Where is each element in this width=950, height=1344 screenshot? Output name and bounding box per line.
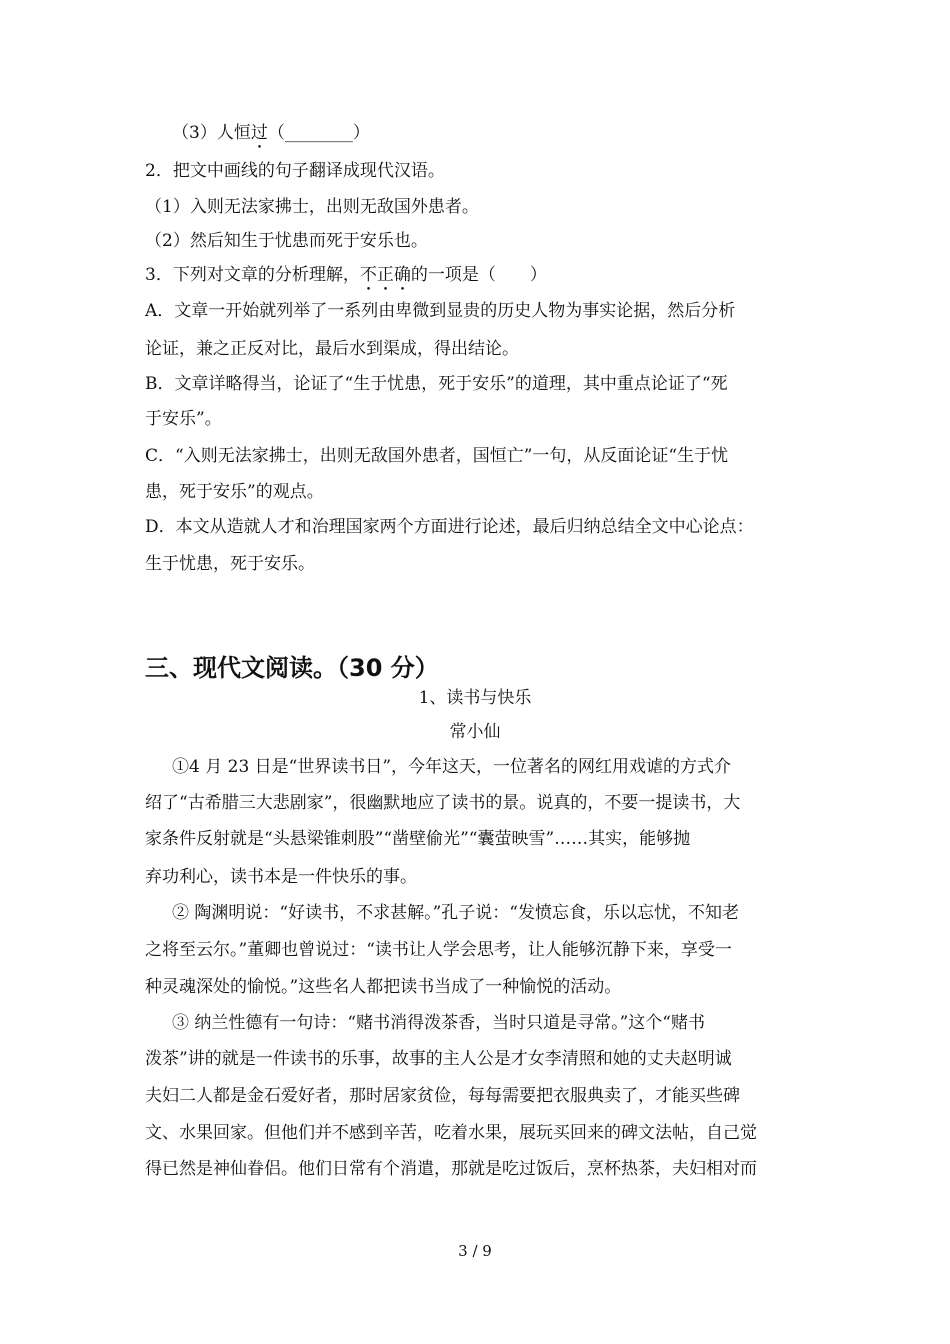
paragraph-3-line-2: 泼茶”讲的就是一件读书的乐事，故事的主人公是才女李清照和她的丈夫赵明诚 — [145, 1049, 732, 1069]
paragraph-2-line-2: 之将至云尔。”董卿也曾说过：“读书让人学会思考，让人能够沉静下来，享受一 — [145, 940, 732, 960]
page-number: 3 / 9 — [458, 1242, 492, 1260]
q3-text: 3．下列对文章的分析理解， — [145, 265, 360, 285]
option-c-line-1: C．“入则无法家拂士，出则无敌国外患者，国恒亡”一句，从反面论证“生于忧 — [145, 446, 729, 466]
q3-dotted-text: 不正确 — [359, 265, 411, 285]
option-a-line-2: 论证，兼之正反对比，最后水到渠成，得出结论。 — [145, 339, 519, 359]
paragraph-1-line-2: 绍了“古希腊三大悲剧家”，很幽默地应了读书的景。说真的，不要一提读书，大 — [145, 793, 741, 813]
section-heading: 三、现代文阅读。（30 分） — [145, 654, 439, 682]
q3-suffix: 的一项是（ ） — [410, 265, 547, 285]
option-b-line-2: 于安乐”。 — [145, 409, 222, 429]
option-d-line-2: 生于忧患，死于安乐。 — [145, 554, 315, 574]
paragraph-1-line-3: 家条件反射就是“头悬梁锥刺股”“凿壁偷光”“囊萤映雪”……其实，能够抛 — [145, 829, 691, 849]
paragraph-1-line-1: ①4 月 23 日是“世界读书日”，今年这天，一位著名的网红用戏谑的方式介 — [172, 757, 732, 777]
option-c-line-2: 患，死于安乐”的观点。 — [145, 482, 324, 502]
paragraph-3-line-1: ③ 纳兰性德有一句诗：“赌书消得泼茶香，当时只道是寻常。”这个“赌书 — [172, 1013, 705, 1033]
question-1-3 — [172, 122, 370, 153]
question-3-title — [145, 264, 547, 295]
paragraph-1-line-4: 弃功利心，读书本是一件快乐的事。 — [145, 867, 417, 887]
question-2-1: （1）入则无法家拂士，出则无敌国外患者。 — [145, 197, 479, 217]
option-b-line-1: B．文章详略得当，论证了“生于忧患，死于安乐”的道理，其中重点论证了“死 — [145, 374, 728, 394]
article-author: 常小仙 — [449, 722, 501, 742]
q1-3-dotted-char: 过 — [250, 123, 268, 143]
option-a-line-1: A．文章一开始就列举了一系列由卑微到显贵的历史人物为事实论据，然后分析 — [145, 301, 736, 321]
question-2-title: 2．把文中画线的句子翻译成现代汉语。 — [145, 161, 445, 181]
paragraph-3-line-3: 夫妇二人都是金石爱好者，那时居家贫俭，每每需要把衣服典卖了，才能买些碑 — [145, 1086, 740, 1106]
paragraph-3-line-5: 得已然是神仙眷侣。他们日常有个消遣，那就是吃过饭后，烹杯热茶，夫妇相对而 — [145, 1159, 757, 1179]
q1-3-text: （3）人恒 — [172, 123, 251, 143]
option-d-line-1: D．本文从造就人才和治理国家两个方面进行论述，最后归纳总结全文中心论点： — [145, 517, 754, 537]
paragraph-2-line-3: 种灵魂深处的愉悦。”这些名人都把读书当成了一种愉悦的活动。 — [145, 977, 622, 997]
paragraph-2-line-1: ② 陶渊明说：“好读书，不求甚解。”孔子说：“发愤忘食，乐以忘忧，不知老 — [172, 903, 739, 923]
article-title: 1、读书与快乐 — [418, 688, 532, 708]
question-2-2: （2）然后知生于忧患而死于安乐也。 — [145, 231, 428, 251]
paragraph-3-line-4: 文、水果回家。但他们并不感到辛苦，吃着水果，展玩买回来的碑文法帖，自己觉 — [145, 1123, 757, 1143]
q1-3-blank: （________） — [267, 123, 370, 143]
